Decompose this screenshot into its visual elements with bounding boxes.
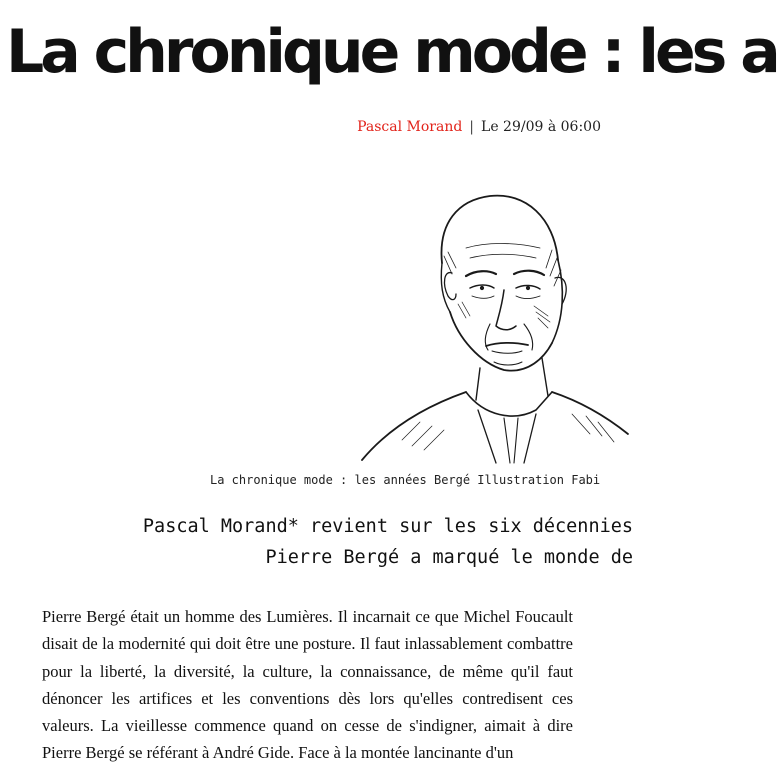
byline — [357, 117, 601, 137]
author-link[interactable]: Pascal Morand — [357, 119, 463, 135]
publish-date: Le 29/09 à 06:00 — [481, 119, 601, 135]
article-body-paragraph: Pierre Bergé était un homme des Lumières. Il incarnait ce que Michel Foucault disait de la modernité qui doit être une posture. Il faut inlassablement combattre pour la liberté, la diversité, la culture, la connaissance, de même qu'il faut dénoncer les artifices et les conventions dès lors qu'elles contredisent ces valeurs. La vieillesse commence quand on cesse de s'indigner, aimait à dire Pierre Bergé se référant à André Gide. Face à la montée lancinante d'un — [42, 607, 573, 763]
byline-separator: | — [469, 119, 475, 135]
article-lead — [143, 511, 633, 573]
portrait-sketch-illustration — [252, 178, 629, 463]
article-lead-line: Pierre Bergé a marqué le monde de — [265, 547, 633, 568]
article-headline: La chronique mode : les a — [6, 17, 777, 87]
illustration-caption: La chronique mode : les années Bergé Illustration Fabi — [210, 473, 601, 487]
article-lead-line: Pascal Morand* revient sur les six décennies — [142, 516, 633, 537]
